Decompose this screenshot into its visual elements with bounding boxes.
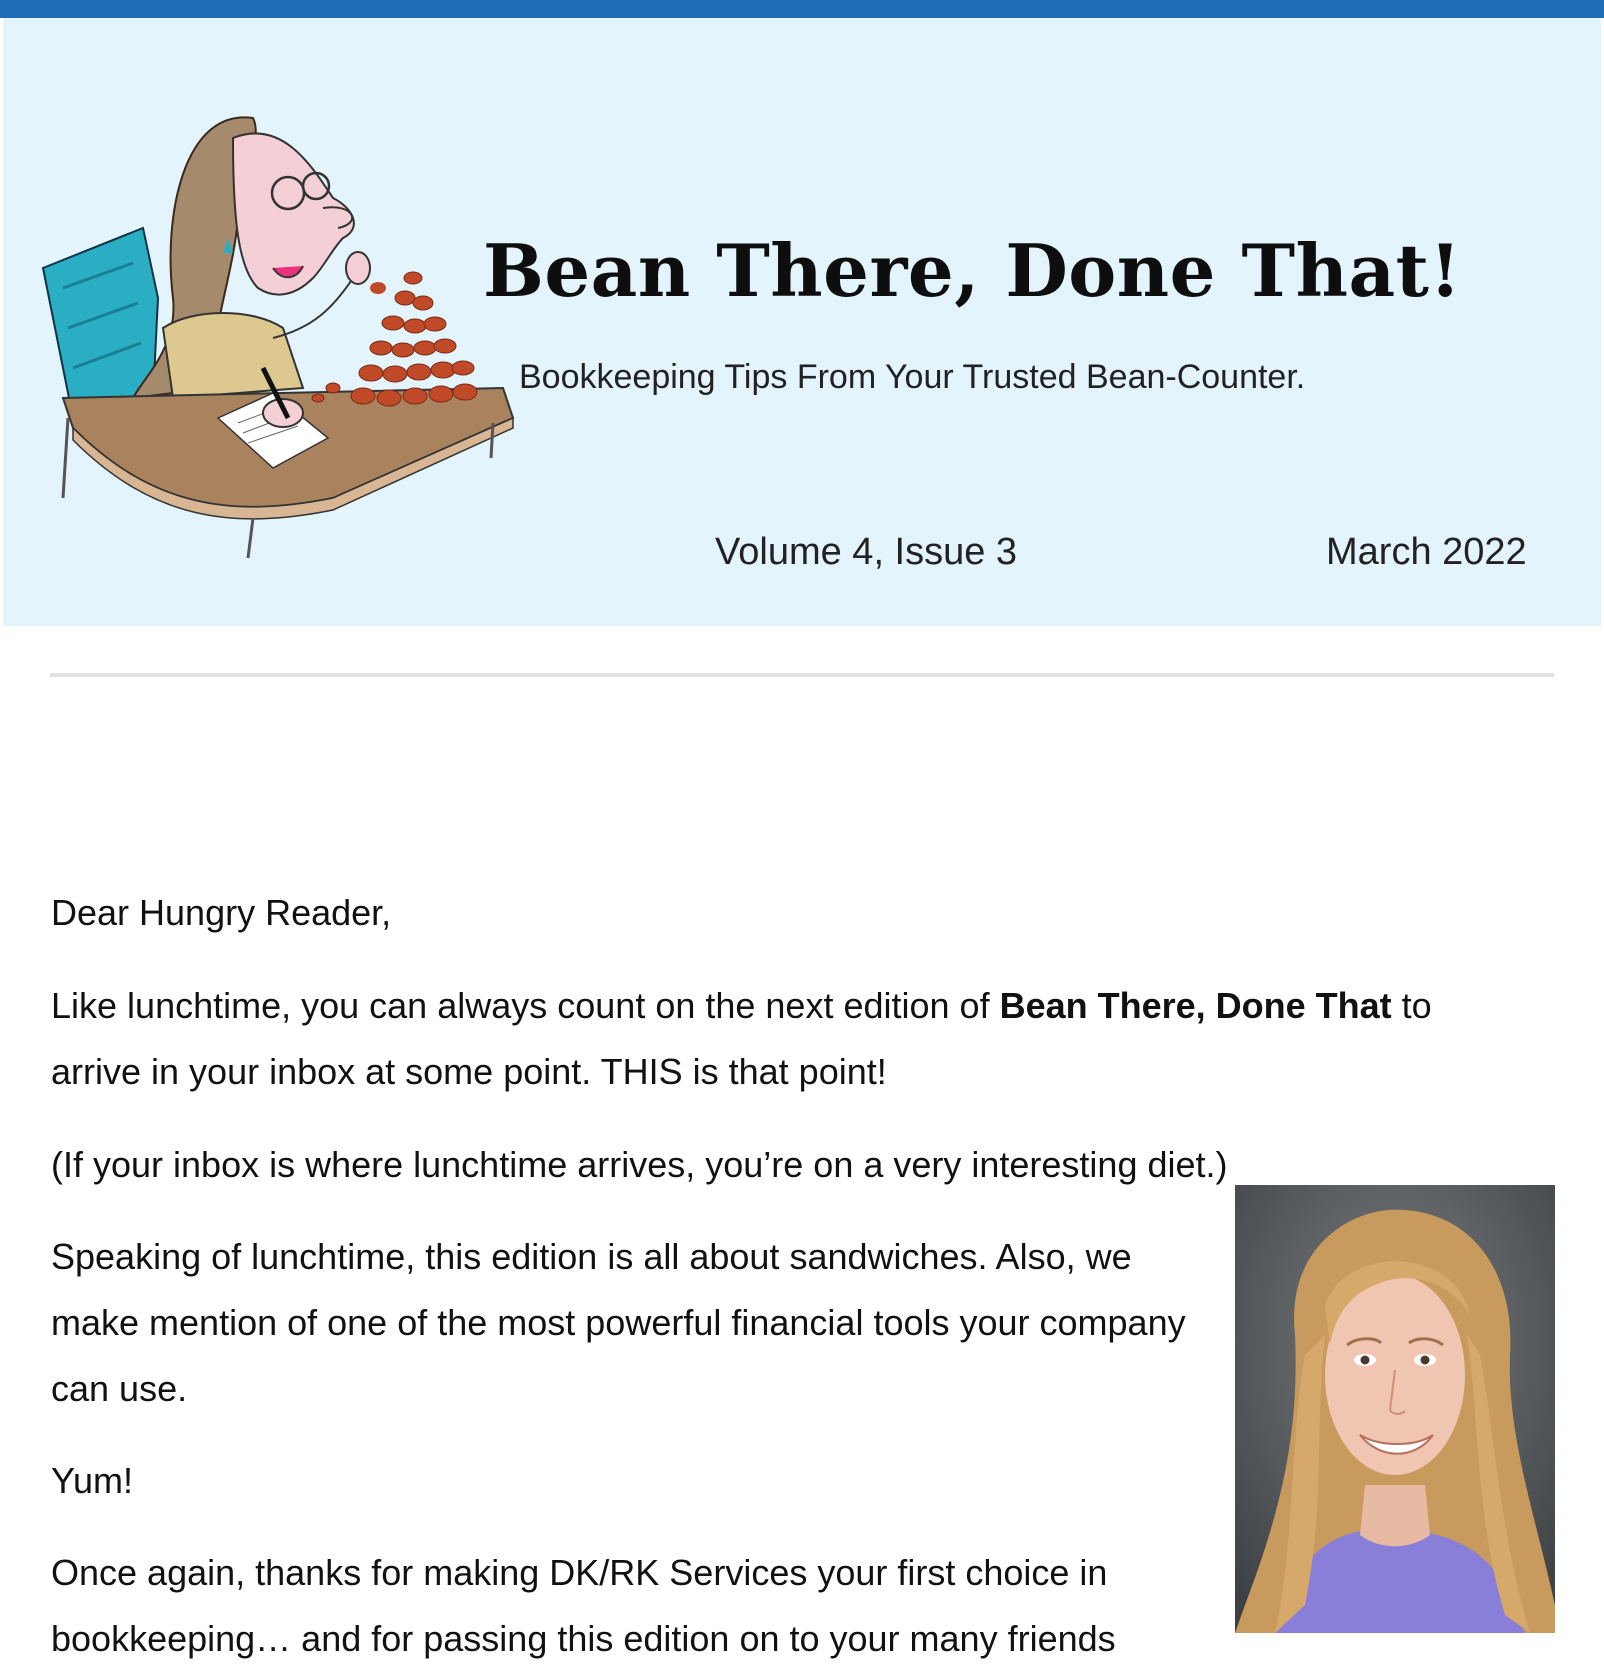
newsletter-title: Bean There, Done That! — [483, 228, 1462, 313]
intro-text-before: Like lunchtime, you can always count on the next edition of — [51, 985, 1000, 1026]
newsletter-subtitle: Bookkeeping Tips From Your Trusted Bean-Counter. — [519, 358, 1306, 396]
volume-issue: Volume 4, Issue 3 — [715, 531, 1018, 573]
yum-paragraph: Yum! — [51, 1460, 134, 1501]
thanks-paragraph: Once again, thanks for making DK/RK Services your first choice in bookkeeping… and for passing this edition on to your many friends — [51, 1552, 1116, 1659]
bookkeeper-cartoon-icon — [33, 98, 553, 608]
intro-paragraph — [51, 973, 1531, 1105]
diet-paragraph: (If your inbox is where lunchtime arrives, you’re on a very interesting diet.) — [51, 1144, 1228, 1185]
greeting: Dear Hungry Reader, — [51, 892, 392, 933]
issue-date: March 2022 — [1326, 531, 1527, 573]
intro-text-after: to arrive in your inbox at some point. THIS is that point! — [51, 985, 1432, 1092]
newsletter-name-bold: Bean There, Done That — [999, 985, 1392, 1026]
sandwich-paragraph: Speaking of lunchtime, this edition is all about sandwiches. Also, we make mention of one of the most powerful financial tools your company can use. — [51, 1236, 1186, 1409]
top-accent-bar — [0, 0, 1604, 18]
newsletter-banner — [3, 18, 1601, 626]
author-photo — [1235, 1185, 1555, 1633]
section-divider — [50, 673, 1554, 677]
